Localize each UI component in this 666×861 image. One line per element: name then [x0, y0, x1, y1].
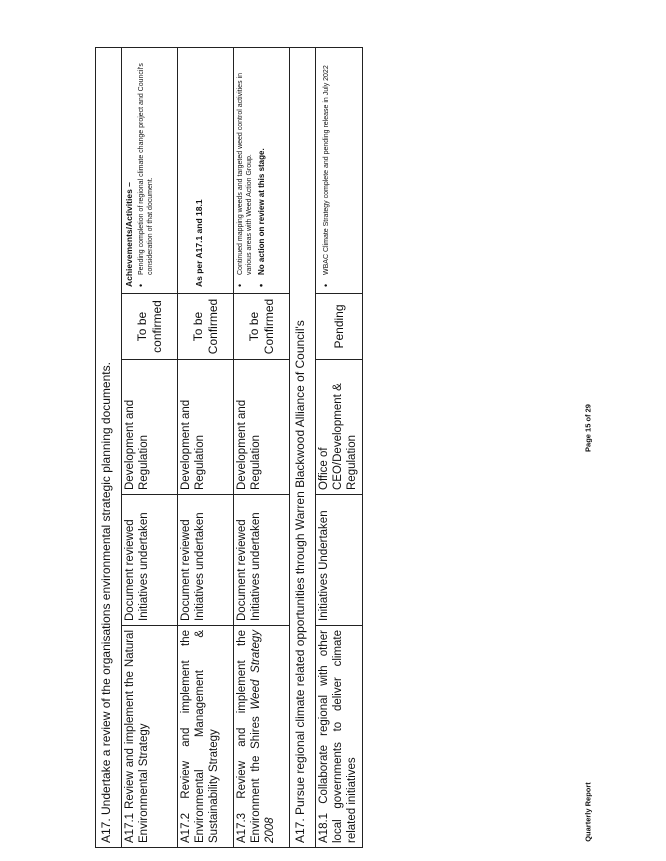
achievements-cell — [316, 47, 363, 293]
bullet-icon: • — [235, 283, 245, 287]
status-cell: To be Confirmed — [178, 294, 234, 360]
status-cell: To be confirmed — [122, 294, 178, 360]
responsible-cell: Development and Regulation — [234, 360, 290, 495]
measure-line: Initiatives undertaken — [193, 512, 206, 621]
bullet-icon: • — [136, 283, 147, 287]
page-number: Page 15 of 29 — [583, 404, 593, 452]
achievement-text: Continued mapping weeds and targeted weed control activities in various areas with Weed Action Group. — [237, 73, 254, 275]
achievement-text: WBAC Climate Strategy complete and pending release in July 2022 — [323, 65, 330, 275]
achievements-cell — [234, 47, 290, 293]
responsible-cell: Office of CEO/Development & Regulation — [316, 360, 363, 495]
rotated-table-container — [95, 48, 358, 848]
table-row — [178, 47, 234, 847]
achievement-item — [322, 54, 331, 287]
strategy-table — [95, 47, 363, 848]
measure-line: Initiatives undertaken — [137, 512, 150, 621]
measure-line: Document reviewed — [124, 519, 136, 621]
status-cell: To be Confirmed — [234, 294, 290, 360]
table-row — [234, 47, 290, 847]
achievements-cell — [122, 47, 178, 293]
achievement-item — [236, 54, 254, 287]
table-row — [122, 47, 178, 847]
responsible-cell: Development and Regulation — [122, 360, 178, 495]
achievements-cell — [178, 47, 234, 293]
action-cell: A17.2 Review and implement the Environmental Management & Sustainability Strategy — [178, 626, 234, 848]
measure-cell: Initiatives Undertaken — [316, 495, 363, 626]
achievement-item — [137, 54, 155, 287]
achievement-item — [257, 54, 267, 287]
measure-cell — [178, 495, 234, 626]
action-cell — [234, 626, 290, 848]
achievement-text: Pending completion of regional climate change project and Council's consideration of that document. — [138, 63, 155, 275]
status-cell: Pending — [316, 294, 363, 360]
achievements-header: Achievements/Activities – — [124, 182, 134, 287]
table-row — [316, 47, 363, 847]
section-header-a17: A17. Undertake a review of the organisations environmental strategic planning documents. — [96, 47, 122, 847]
achievement-text: No action on review at this stage. — [257, 148, 267, 275]
action-text: A17.3 Review and implement the Environment the Shires — [236, 630, 262, 843]
measure-cell — [234, 495, 290, 626]
action-italic-text: Weed Strategy 2008 — [249, 630, 276, 843]
action-cell: A17.1 Review and implement the Natural Environmental Strategy — [122, 626, 178, 848]
measure-line: Document reviewed — [180, 519, 192, 621]
action-cell: A18.1 Collaborate regional with other local governments to deliver climate related initiatives — [316, 626, 363, 848]
measure-cell — [122, 495, 178, 626]
bullet-icon: • — [321, 283, 331, 287]
achievement-text: As per A17.1 and 18.1 — [194, 199, 204, 287]
section-header-a17-pursue: A17. Pursue regional climate related opportunities through Warren Blackwood Alliance of Council's — [290, 47, 316, 847]
responsible-cell: Development and Regulation — [178, 360, 234, 495]
footer-label: Quarterly Report — [583, 782, 593, 842]
measure-line: Initiatives undertaken — [249, 512, 262, 621]
measure-line: Document reviewed — [236, 519, 248, 621]
bullet-icon: • — [256, 283, 267, 287]
